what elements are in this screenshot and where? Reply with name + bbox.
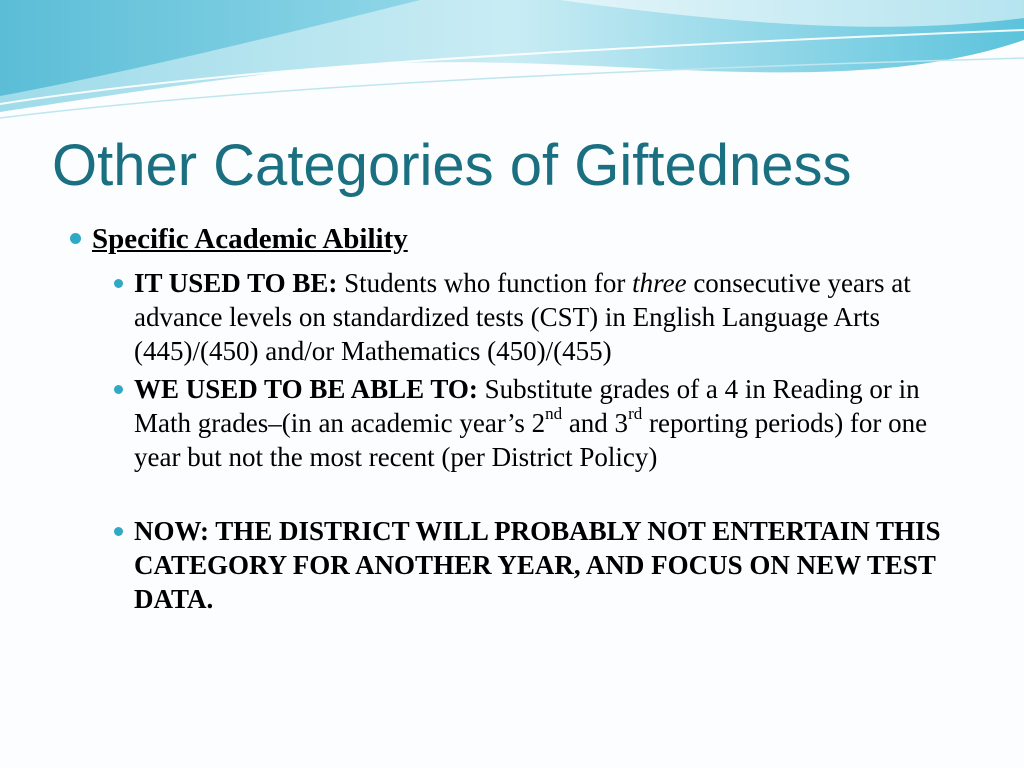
spacer — [70, 474, 970, 514]
item-text: and 3 — [562, 408, 629, 438]
item-text: consecutive years at advance levels on standardized tests (CST) in English Language Arts (445)/(450) and/or Mathematics (450)/(455) — [134, 268, 911, 366]
slide-title: Other Categories of Giftedness — [52, 133, 852, 198]
bullet-icon — [114, 527, 123, 536]
item-lead: IT USED TO BE: — [134, 268, 338, 298]
bullet-icon — [114, 279, 123, 288]
list-item-it-used-to-be — [114, 266, 966, 368]
item-lead: WE USED TO BE ABLE TO: — [134, 374, 478, 404]
superscript: rd — [628, 404, 643, 423]
superscript: nd — [545, 404, 563, 423]
list-item-we-used-to-be-able-to — [114, 372, 966, 474]
bullet-list — [70, 218, 970, 616]
bullet-icon — [70, 233, 81, 244]
section-heading-item — [70, 218, 970, 260]
item-text: NOW: THE DISTRICT WILL PROBABLY NOT ENTERTAIN THIS CATEGORY FOR ANOTHER YEAR, AND FOCUS ON NEW TEST DATA. — [134, 516, 941, 614]
bullet-icon — [114, 385, 123, 394]
item-text: reporting periods) for one year but not the most recent (per District Policy) — [134, 408, 928, 472]
item-text: Substitute grades of a 4 in Reading or in Math grades–(in an academic year’s 2 — [134, 374, 920, 438]
header-wave-decoration — [0, 0, 1024, 130]
item-text: Students who function for — [337, 268, 633, 298]
section-heading: Specific Academic Ability — [92, 223, 408, 255]
list-item-now — [114, 514, 966, 616]
item-emphasis: three — [632, 268, 687, 298]
